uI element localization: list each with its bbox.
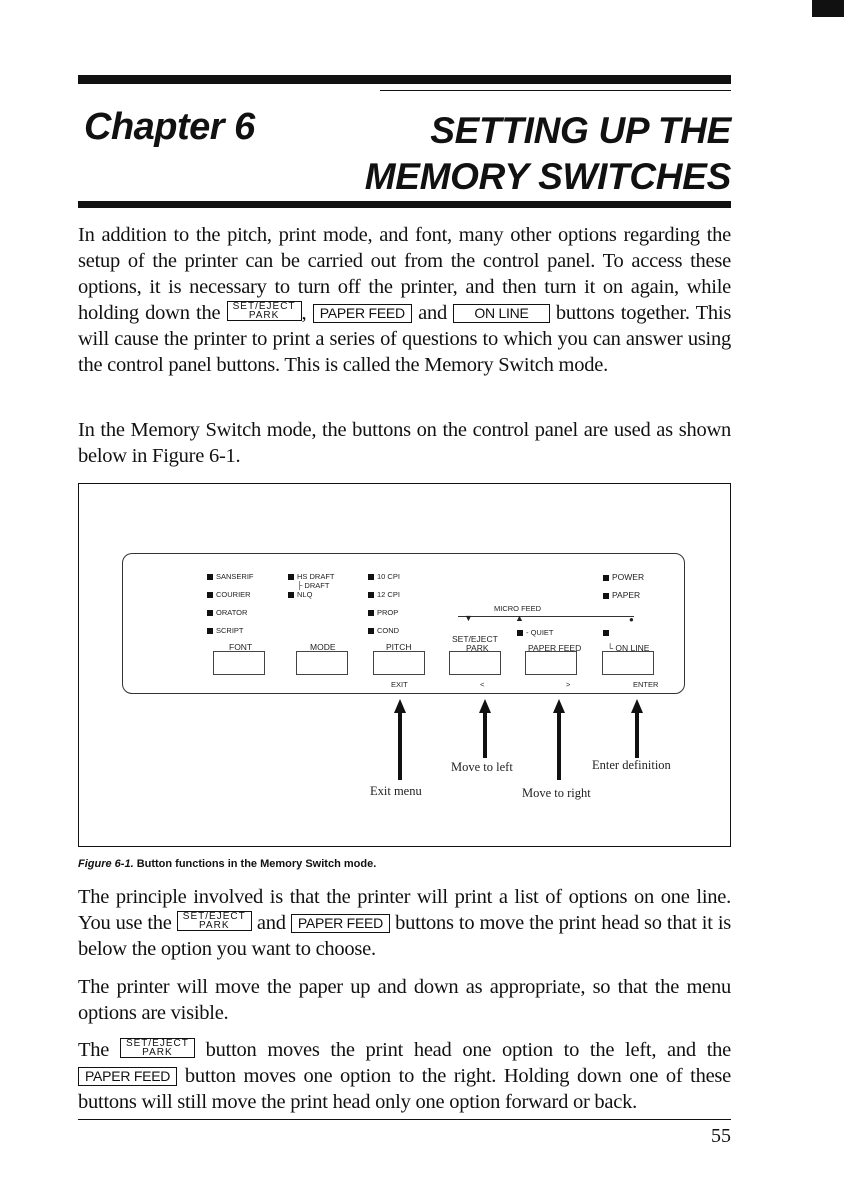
intro-text-1: In addition to the pitch, print mode, and font, many other options regarding the setup of the printer can be carried out from the control panel. To access these options, it is necessary to turn off the printer, and then turn it on again, while holding down the (78, 224, 731, 324)
paper-feed-key: PAPER FEED (291, 914, 390, 933)
figure-caption (78, 857, 376, 871)
park-group-label: PARK (466, 643, 489, 653)
right-arrow-shaft (557, 712, 561, 780)
separator: and (418, 302, 448, 324)
chapter-title-line-1: SETTING UP THE (430, 110, 731, 151)
right-arrow-icon (553, 699, 565, 713)
chapter-title (365, 108, 731, 200)
key-label-top: SET/EJECT (125, 1038, 189, 1049)
pitch-group-label: PITCH (386, 642, 412, 652)
left-function-label: < (480, 680, 485, 689)
figure-number: Figure 6-1. (78, 858, 134, 870)
header-rule-thick (78, 75, 731, 84)
mode-group-label: MODE (310, 642, 336, 652)
mode-button (296, 651, 348, 675)
figure-caption-text: Button functions in the Memory Switch mode. (136, 858, 377, 870)
set-eject-park-key (227, 301, 302, 321)
key-label-bottom: PARK (248, 310, 280, 321)
callout-move-left: Move to left (451, 760, 513, 774)
pitch-option-cond: COND (368, 626, 399, 635)
on-line-key: ON LINE (453, 304, 549, 323)
intro-paragraph-1 (78, 222, 731, 378)
power-indicator: POWER (603, 572, 644, 582)
enter-arrow-icon (631, 699, 643, 713)
key-label-bottom: PARK (142, 1047, 173, 1058)
font-option-script: SCRIPT (207, 626, 244, 635)
body-text: The (78, 1039, 110, 1061)
micro-feed-label: MICRO FEED (494, 604, 542, 613)
page-number: 55 (711, 1125, 731, 1147)
paper-feed-group-label: PAPER FEED (528, 643, 582, 653)
chapter-title-line-2: MEMORY SWITCHES (364, 156, 731, 197)
key-label-top: SET/EJECT (182, 911, 246, 922)
body-text: The principle involved is that the printer will print a list of options on one line. You use the (78, 886, 731, 934)
exit-arrow-icon (394, 699, 406, 713)
set-eject-button (449, 651, 501, 675)
separator: and (256, 912, 286, 934)
separator: , (301, 302, 307, 324)
left-arrow-icon (479, 699, 491, 713)
chapter-label: Chapter 6 (84, 106, 255, 148)
quiet-indicator: - QUIET (517, 628, 554, 637)
font-option-sanserif: SANSERIF (207, 572, 254, 581)
set-eject-park-key (177, 911, 252, 931)
font-button (213, 651, 265, 675)
body-paragraph-3 (78, 1037, 731, 1115)
exit-arrow-shaft (398, 712, 402, 780)
mode-option-hs-draft: HS DRAFT (288, 572, 335, 581)
set-eject-park-key (120, 1038, 195, 1058)
figure-6-1 (78, 483, 731, 847)
font-option-orator: ORATOR (207, 608, 247, 617)
pitch-option-12cpi: 12 CPI (368, 590, 400, 599)
intro-paragraph-2: In the Memory Switch mode, the buttons on the control panel are used as shown below in Figure 6-1. (78, 419, 731, 467)
body-text: button moves one option to the right. Holding down one of these buttons will still move the print head only one option forward or back. (78, 1065, 731, 1113)
micro-feed-down-icon: ▼ (464, 613, 473, 623)
header-rule-bottom (78, 201, 731, 208)
paper-feed-key: PAPER FEED (78, 1067, 177, 1086)
on-line-group-label: └ ON LINE (607, 643, 650, 653)
paper-feed-button (525, 651, 577, 675)
pitch-option-10cpi: 10 CPI (368, 572, 400, 581)
exit-function-label: EXIT (391, 680, 408, 689)
left-arrow-shaft (483, 712, 487, 758)
body-paragraph-1 (78, 884, 731, 962)
header-rule-thin (380, 90, 731, 91)
corner-scan-mark (812, 0, 844, 17)
paper-feed-key: PAPER FEED (313, 304, 412, 323)
pitch-button (373, 651, 425, 675)
body-paragraph-2: The printer will move the paper up and down as appropriate, so that the menu options are visible. (78, 976, 731, 1024)
callout-exit-menu: Exit menu (370, 784, 422, 798)
micro-feed-up-icon: ▲ (515, 613, 524, 623)
body-text: buttons to move the print head so that it is below the option you want to choose. (78, 912, 731, 960)
on-line-button (602, 651, 654, 675)
paper-indicator: PAPER (603, 590, 640, 600)
enter-function-label: ENTER (633, 680, 659, 689)
right-function-label: > (566, 680, 571, 689)
font-option-courier: COURIER (207, 590, 251, 599)
pitch-option-prop: PROP (368, 608, 398, 617)
on-line-led-icon: ● (629, 615, 634, 624)
mode-option-draft: ├ DRAFT (297, 581, 330, 590)
set-eject-group-label: SET/EJECT (452, 634, 498, 644)
intro-text-2: buttons together. This will cause the printer to print a series of questions to which you can answer using the control panel buttons. This is called the Memory Switch mode. (78, 302, 732, 376)
callout-move-right: Move to right (522, 786, 591, 800)
key-label-top: SET/EJECT (232, 301, 296, 312)
body-text: button moves the print head one option to the left, and the (205, 1039, 731, 1061)
key-label-bottom: PARK (199, 920, 230, 931)
on-line-indicator (603, 628, 612, 637)
control-panel (122, 553, 685, 694)
mode-option-nlq: NLQ (288, 590, 312, 599)
micro-feed-line (458, 616, 634, 617)
callout-enter-definition: Enter definition (592, 758, 671, 772)
footer-rule (78, 1119, 731, 1120)
font-group-label: FONT (229, 642, 253, 652)
enter-arrow-shaft (635, 712, 639, 758)
